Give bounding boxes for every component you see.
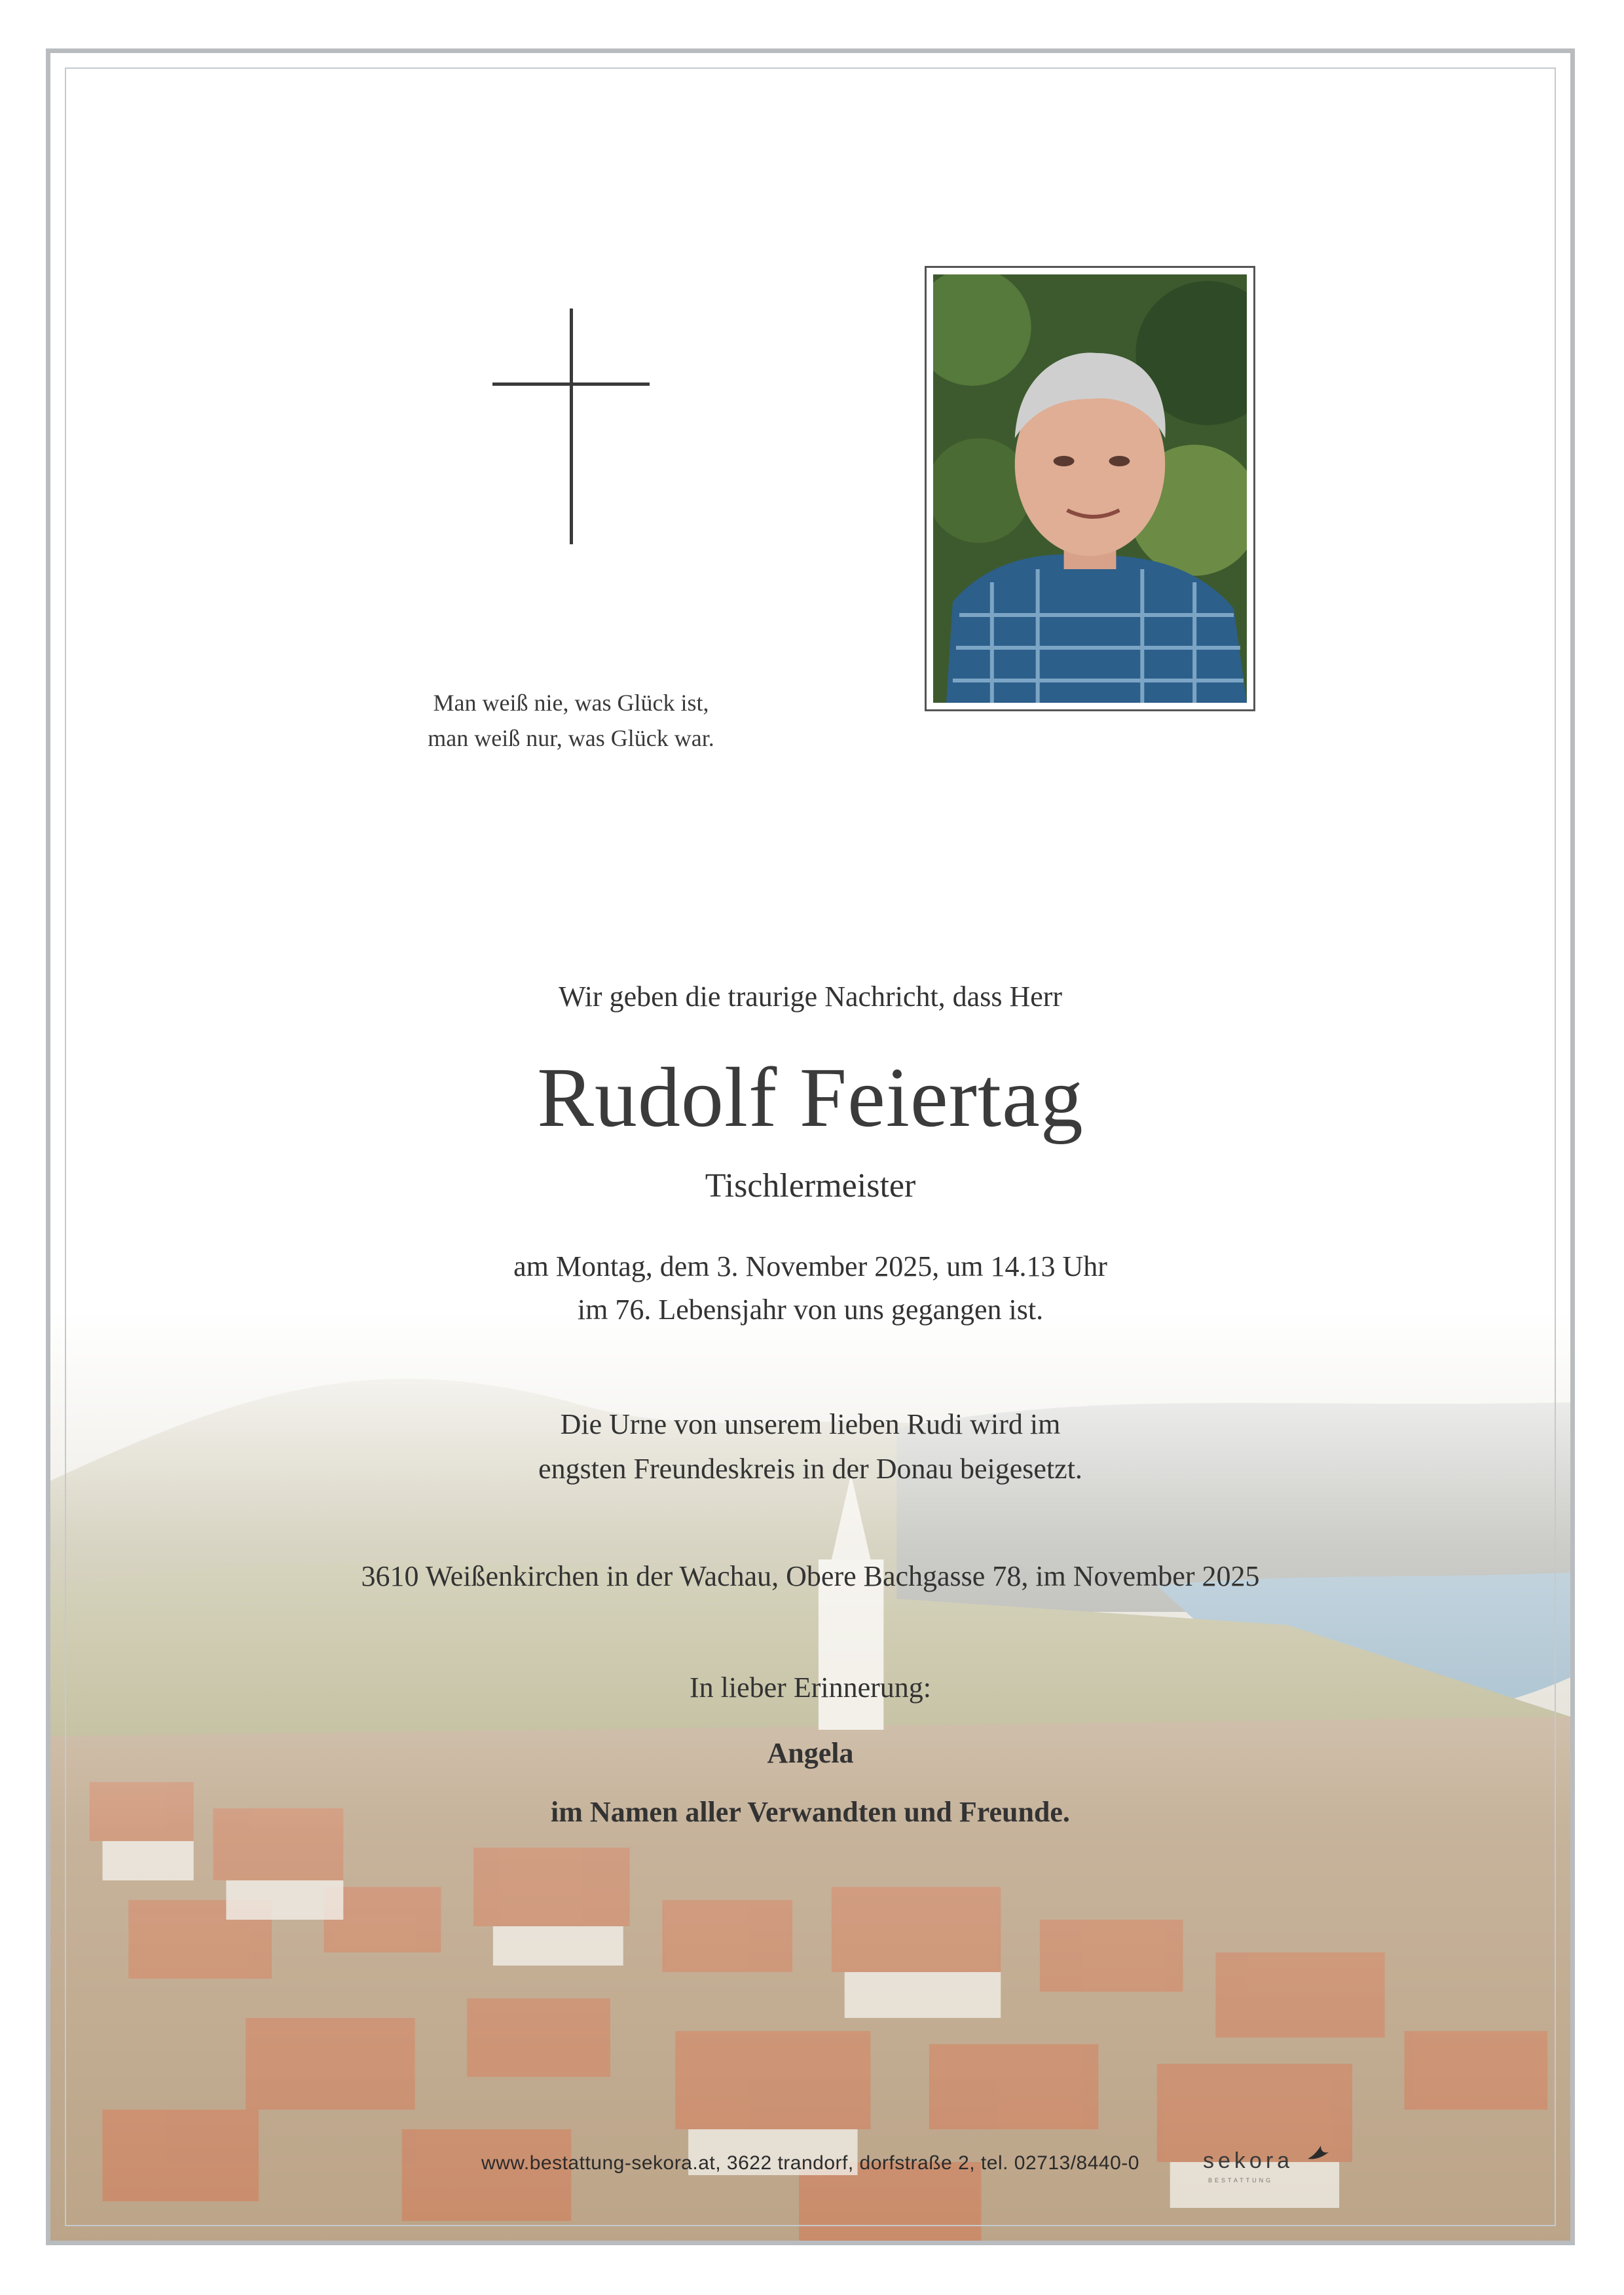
- family-signature: im Namen aller Verwandten und Freunde.: [551, 1796, 1070, 1828]
- date-line-2: im 76. Lebensjahr von uns gegangen ist.: [577, 1294, 1044, 1326]
- footer: [50, 2148, 1570, 2184]
- intro-text: Wir geben die traurige Nachricht, dass Herr: [558, 980, 1063, 1013]
- quote-line-1: Man weiß nie, was Glück ist,: [433, 690, 709, 716]
- quote: [365, 685, 777, 756]
- bird-icon: [1306, 2143, 1330, 2163]
- quote-line-2: man weiß nur, was Glück war.: [428, 725, 714, 751]
- cross-icon: [492, 308, 650, 544]
- occupation-title: Tischlermeister: [705, 1167, 916, 1204]
- signer-name: Angela: [767, 1737, 854, 1769]
- in-memory-text: In lieber Erinnerung:: [690, 1671, 931, 1704]
- burial-line-1: Die Urne von unserem lieben Rudi wird im: [560, 1408, 1061, 1440]
- death-notice-card: [46, 48, 1575, 2245]
- place-and-date: 3610 Weißenkirchen in der Wachau, Obere Bachgasse 78, im November 2025: [361, 1560, 1260, 1592]
- funeral-home-contact: www.bestattung-sekora.at, 3622 trandorf, dorfstraße 2, tel. 02713/8440-0: [481, 2152, 1139, 2174]
- logo-subtitle: BESTATTUNG: [1208, 2177, 1274, 2184]
- burial-note: [50, 1402, 1570, 1491]
- sekora-logo: sekora: [1203, 2148, 1294, 2173]
- date-line-1: am Montag, dem 3. November 2025, um 14.13 Uhr: [513, 1250, 1107, 1282]
- deceased-name: Rudolf Feiertag: [537, 1051, 1084, 1145]
- burial-line-2: engsten Freundeskreis in der Donau beigesetzt.: [538, 1453, 1082, 1485]
- portrait-photo: [925, 266, 1255, 711]
- date-of-death: [50, 1245, 1570, 1332]
